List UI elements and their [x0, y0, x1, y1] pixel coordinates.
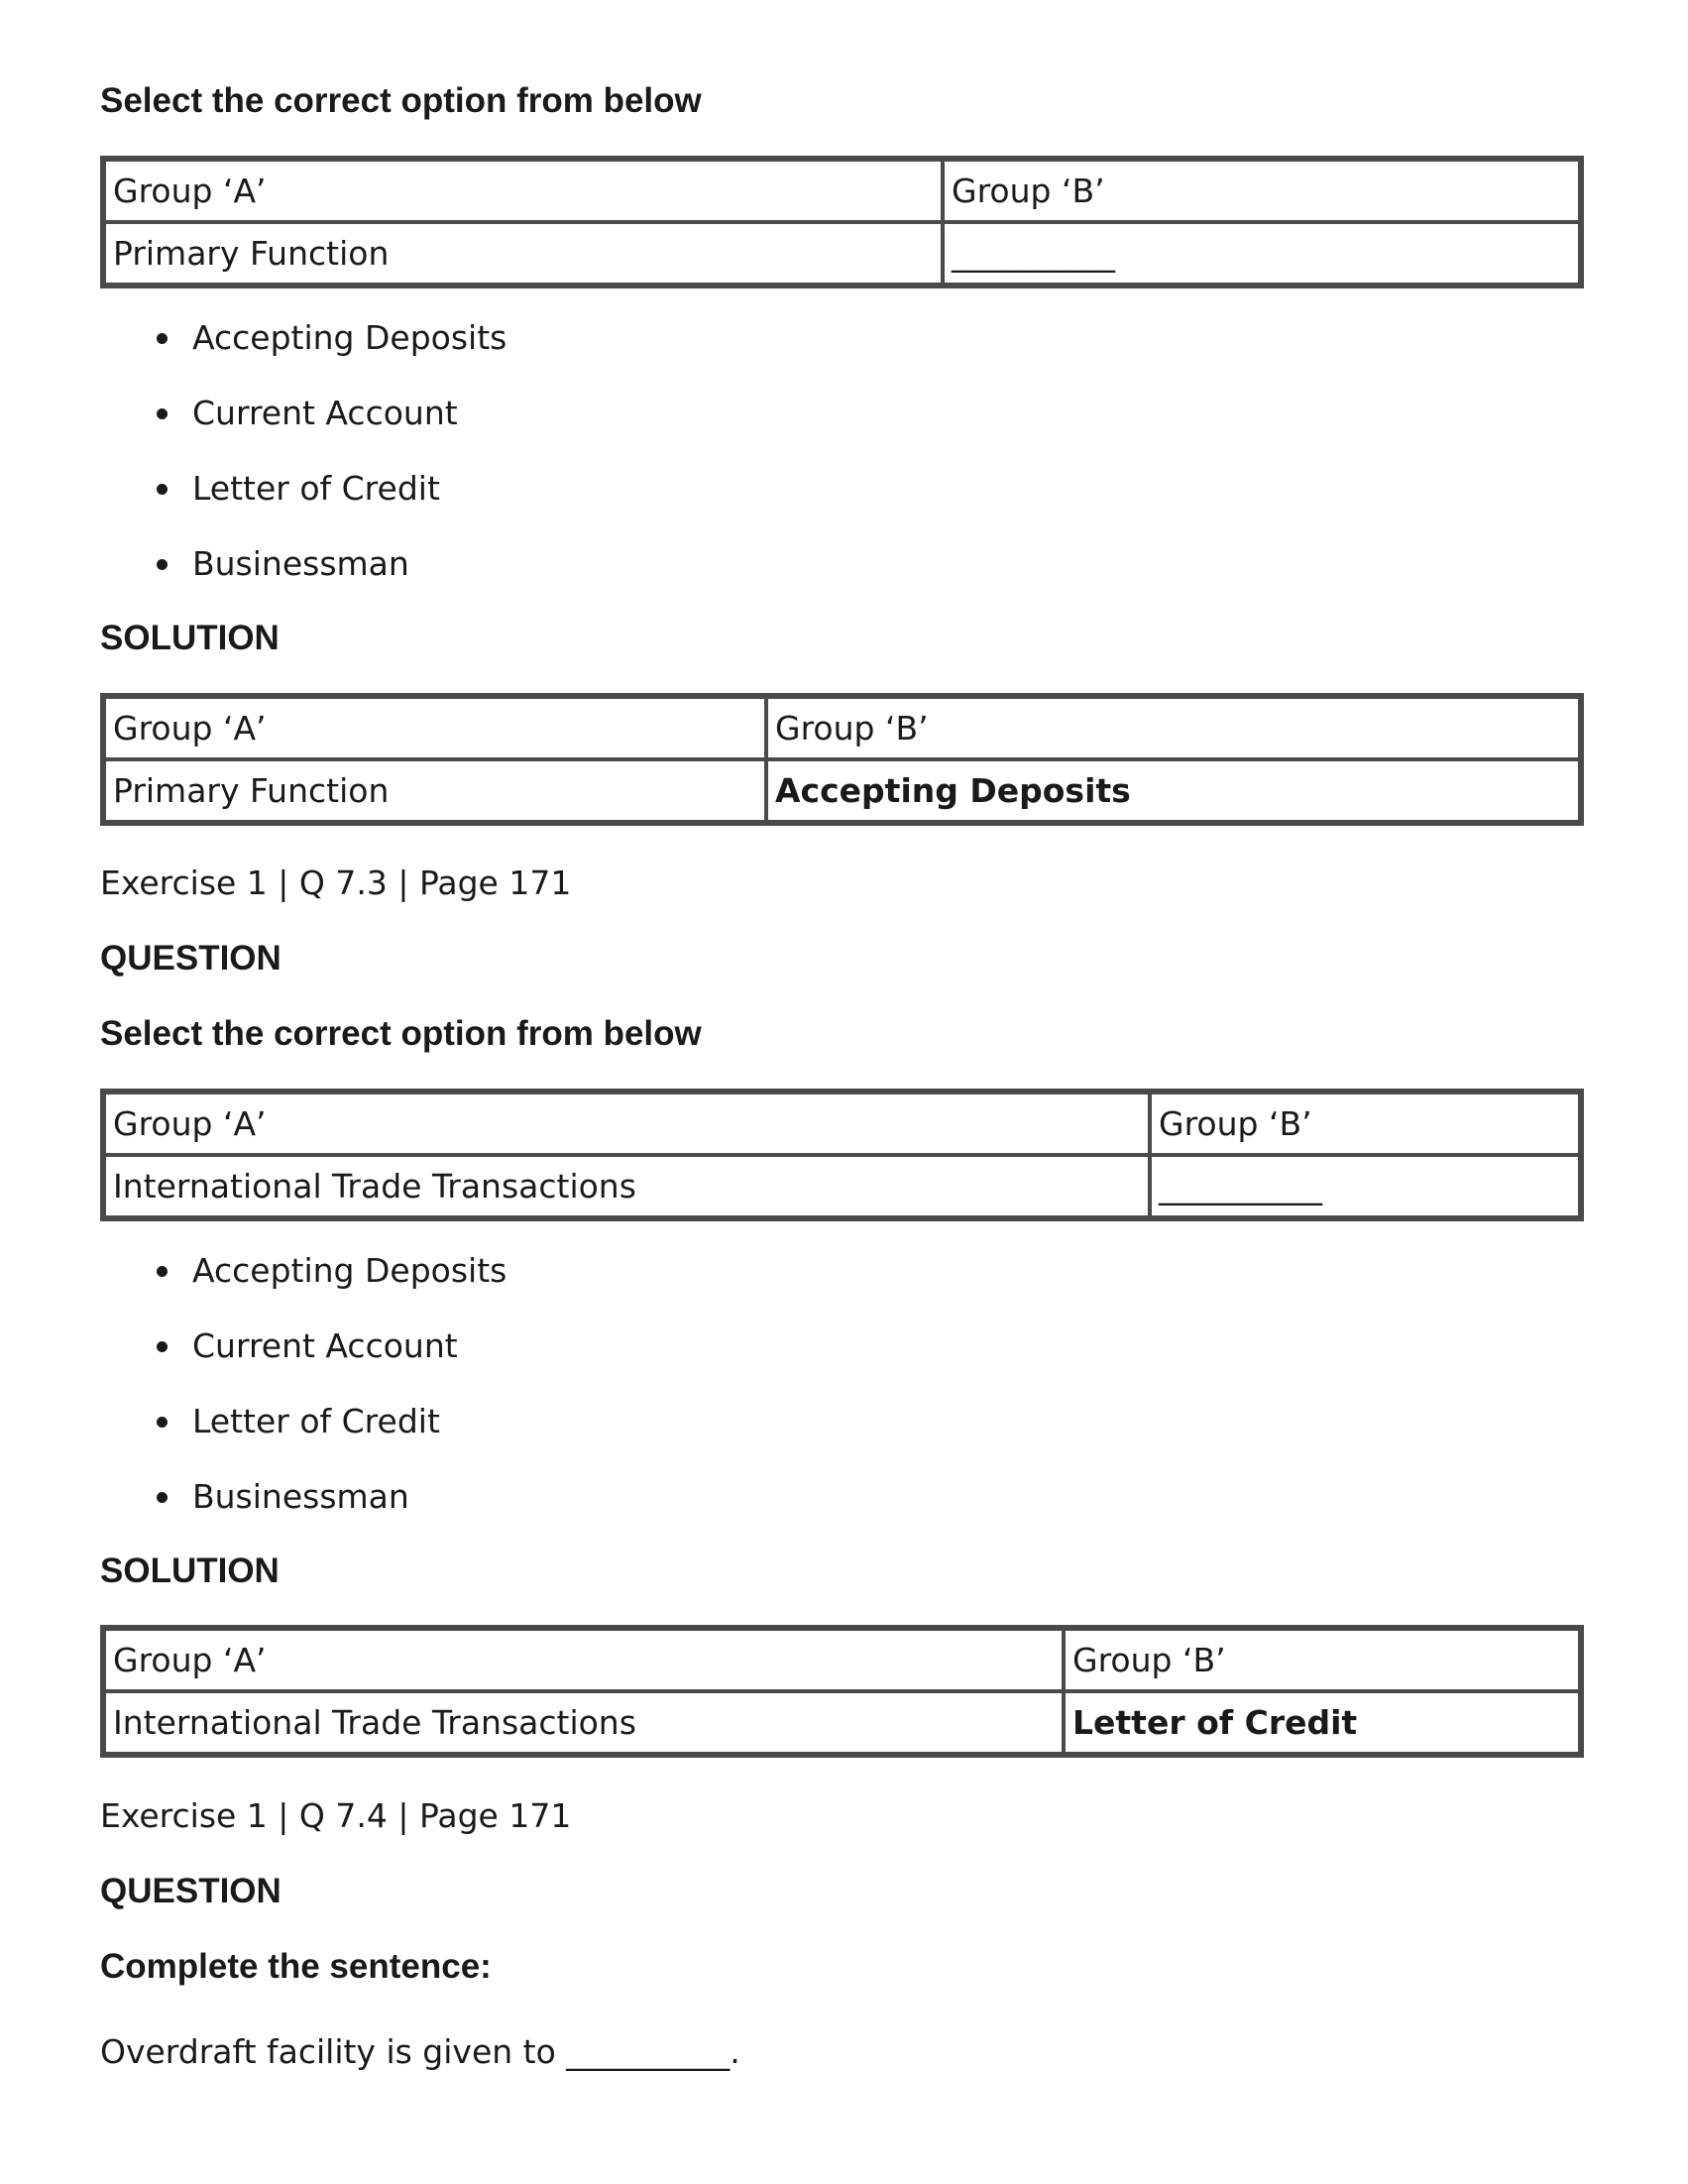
group-a-value: Primary Function [104, 759, 766, 822]
group-a-header: Group ‘A’ [104, 1092, 1150, 1155]
list-item: Accepting Deposits [100, 1250, 506, 1325]
list-item: Businessman [100, 1476, 506, 1552]
group-b-answer: Letter of Credit [1064, 1691, 1580, 1754]
table-row [104, 222, 1580, 285]
q2-options-list [100, 1250, 506, 1552]
list-item: Current Account [100, 393, 506, 468]
table-row [104, 759, 1580, 822]
q2-solution-heading: SOLUTION [100, 1552, 280, 1590]
q1-solution-table [100, 693, 1584, 826]
table-row [104, 1691, 1580, 1754]
group-b-blank: __________ [1150, 1155, 1580, 1217]
group-a-value: International Trade Transactions [104, 1155, 1150, 1217]
group-b-header: Group ‘B’ [1064, 1629, 1580, 1691]
list-item: Accepting Deposits [100, 317, 506, 393]
q2-question-table [100, 1089, 1584, 1221]
group-a-value: Primary Function [104, 222, 943, 285]
q1-question-table [100, 156, 1584, 288]
table-row [104, 1629, 1580, 1691]
q2-question-heading: QUESTION [100, 939, 281, 977]
group-b-header: Group ‘B’ [766, 697, 1580, 759]
q2-instruction: Select the correct option from below [100, 1014, 702, 1053]
group-a-header: Group ‘A’ [104, 1629, 1064, 1691]
table-row [104, 160, 1580, 222]
group-b-header: Group ‘B’ [943, 160, 1580, 222]
q1-options-list [100, 317, 506, 619]
group-a-header: Group ‘A’ [104, 697, 766, 759]
group-b-blank: __________ [943, 222, 1580, 285]
q1-instruction: Select the correct option from below [100, 81, 702, 120]
list-item: Letter of Credit [100, 1401, 506, 1476]
group-a-header: Group ‘A’ [104, 160, 943, 222]
q3-instruction: Complete the sentence: [100, 1947, 492, 1986]
table-row [104, 697, 1580, 759]
group-b-header: Group ‘B’ [1150, 1092, 1580, 1155]
table-row [104, 1092, 1580, 1155]
q3-question-heading: QUESTION [100, 1872, 281, 1910]
table-row [104, 1155, 1580, 1217]
group-a-value: International Trade Transactions [104, 1691, 1064, 1754]
q3-sentence: Overdraft facility is given to __________. [100, 2032, 740, 2071]
list-item: Letter of Credit [100, 468, 506, 543]
q1-solution-heading: SOLUTION [100, 619, 280, 657]
q2-solution-table [100, 1625, 1584, 1758]
q3-reference: Exercise 1 | Q 7.4 | Page 171 [100, 1796, 572, 1835]
q2-reference: Exercise 1 | Q 7.3 | Page 171 [100, 863, 572, 902]
list-item: Current Account [100, 1325, 506, 1401]
group-b-answer: Accepting Deposits [766, 759, 1580, 822]
list-item: Businessman [100, 543, 506, 619]
